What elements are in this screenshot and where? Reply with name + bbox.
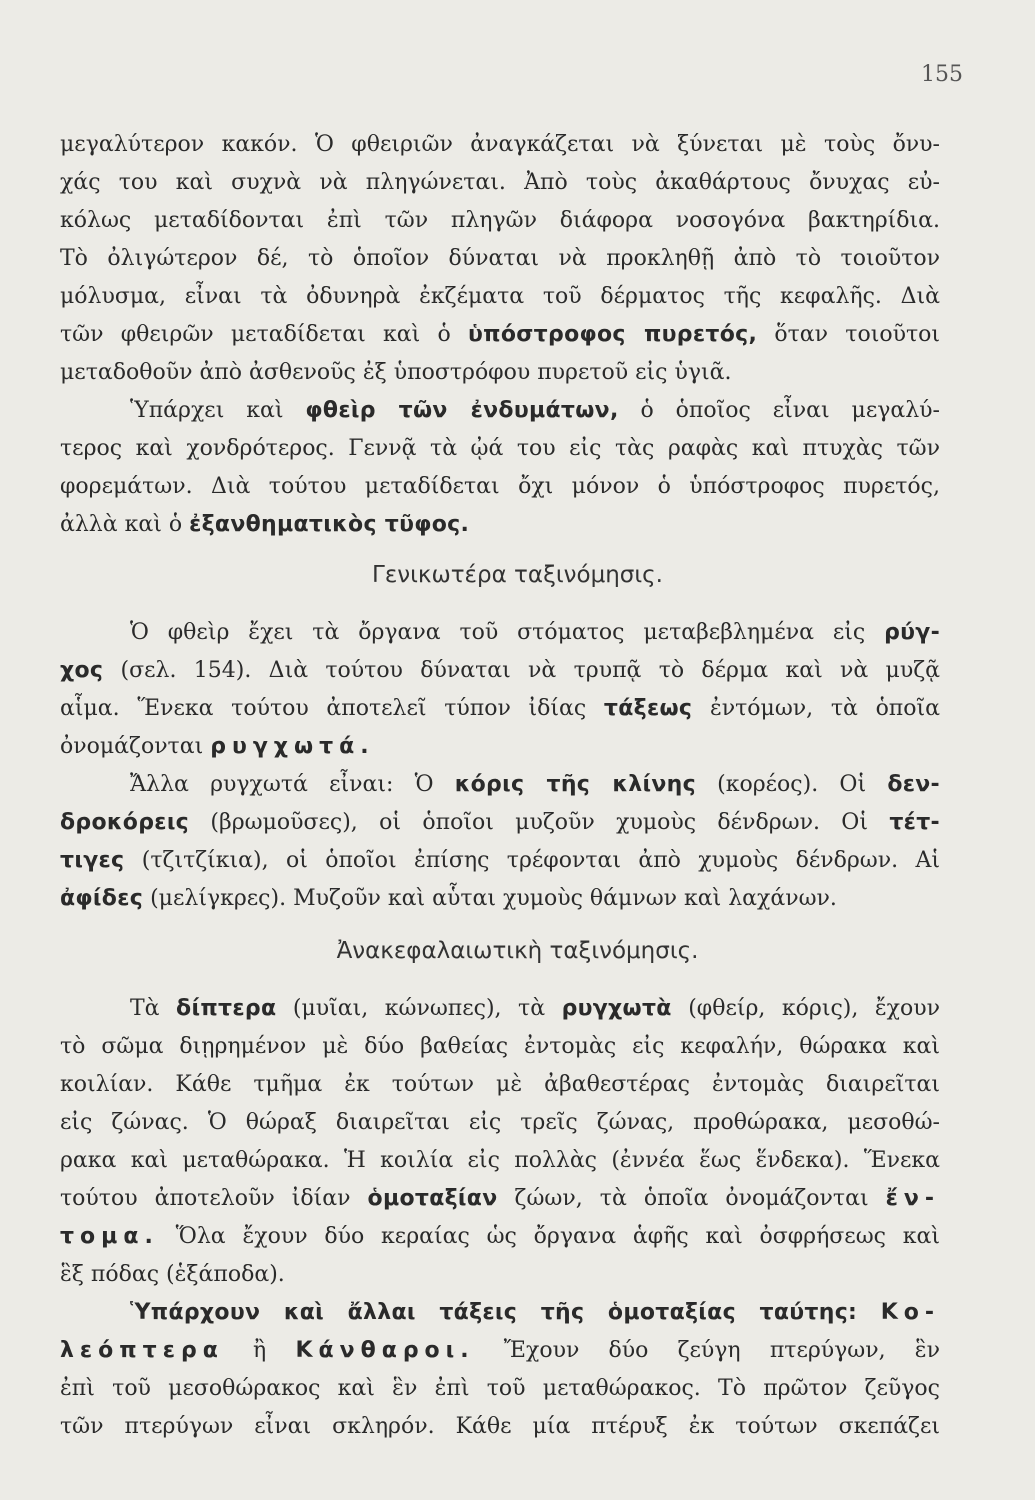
text-line: τερος καὶ χονδρότερος. Γεννᾷ τὰ ᾠά του εἰς τὰς ραφὰς καὶ πτυχὰς τῶν: [60, 436, 940, 461]
term-coleoptera: λεόπτερα: [60, 1338, 224, 1363]
text-line: λεόπτερα ἢ Κάνθαροι. Ἔχουν δύο ζεύγη πτερύγων, ἓν: [60, 1338, 940, 1363]
term-class: ὁμοταξίαν: [367, 1186, 498, 1211]
text-line: μόλυσμα, εἶναι τὰ ὀδυνηρὰ ἐκζέματα τοῦ δέρματος τῆς κεφαλῆς. Διὰ: [60, 284, 940, 309]
text-line: ἀλλὰ καὶ ὁ ἐξανθηματικὸς τῦφος.: [60, 512, 470, 537]
text-line: τομα. Ὅλα ἔχουν δύο κεραίας ὡς ὄργανα ἁφῆς καὶ ὀσφρήσεως καὶ: [60, 1224, 940, 1249]
term-cicadas: τιγες: [60, 848, 125, 873]
text-line: τιγες (τζιτζίκια), οἱ ὁποῖοι ἐπίσης τρέφονται ἀπὸ χυμοὺς δένδρων. Αἱ: [60, 848, 940, 873]
page-number: 155: [921, 62, 963, 87]
term-bed-bug: κόρις τῆς κλίνης: [454, 772, 696, 797]
term-typhus: ἐξανθηματικὸς τῦφος.: [189, 512, 470, 537]
term-body-louse: φθεὶρ τῶν ἐνδυμάτων,: [305, 398, 619, 423]
text-line: τούτου ἀποτελοῦν ἰδίαν ὁμοταξίαν ζώων, τὰ ὁποῖα ὀνομάζονται ἔν-: [60, 1186, 940, 1211]
paragraph-rhynchota: [60, 614, 940, 918]
term-rhynchota-2: ρυγχωτὰ: [561, 996, 672, 1021]
text-line: χάς του καὶ συχνὰ νὰ πληγώνεται. Ἀπὸ τοὺς ἀκαθάρτους ὄνυχας εὐ-: [60, 170, 940, 195]
text-line: τὸ σῶμα διῃρημένον μὲ δύο βαθείας ἐντομὰς εἰς κεφαλήν, θώρακα καὶ: [60, 1034, 940, 1059]
text-line: κοιλίαν. Κάθε τμῆμα ἐκ τούτων μὲ ἀβαθεστέρας ἐντομὰς διαιρεῖται: [60, 1072, 940, 1097]
text-line: μεγαλύτερον κακόν. Ὁ φθειριῶν ἀναγκάζεται νὰ ξύνεται μὲ τοὺς ὄνυ-: [60, 132, 940, 157]
term-rhynchota: ρυγχωτά.: [210, 734, 375, 759]
text-line: Ἄλλα ρυγχωτά εἶναι: Ὁ κόρις τῆς κλίνης (κορέος). Οἱ δεν-: [130, 772, 940, 797]
text-line: αἷμα. Ἕνεκα τούτου ἀποτελεῖ τύπον ἰδίας τάξεως ἐντόμων, τὰ ὁποῖα: [60, 696, 940, 721]
text-line: Ὑπάρχουν καὶ ἄλλαι τάξεις τῆς ὁμοταξίας ταύτης: Κο-: [130, 1300, 940, 1325]
term-insects: τομα.: [60, 1224, 159, 1249]
paragraph-insects: [60, 990, 940, 1446]
text-line: ἐπὶ τοῦ μεσοθώρακος καὶ ἓν ἐπὶ τοῦ μεταθώρακος. Τὸ πρῶτον ζεῦγος: [60, 1376, 940, 1401]
text-line: Ὑπάρχει καὶ φθεὶρ τῶν ἐνδυμάτων, ὁ ὁποῖος εἶναι μεγαλύ-: [130, 398, 940, 423]
section-heading-summary-classification: Ἀνακεφαλαιωτικὴ ταξινόμησις.: [336, 938, 699, 964]
text-line: ἓξ πόδας (ἑξάποδα).: [60, 1262, 285, 1287]
term-diptera: δίπτερα: [176, 996, 277, 1021]
text-line: Τὰ δίπτερα (μυῖαι, κώνωπες), τὰ ρυγχωτὰ (φθείρ, κόρις), ἔχουν: [130, 996, 940, 1021]
text-line: ἀφίδες (μελίγκρες). Μυζοῦν καὶ αὗται χυμοὺς θάμνων καὶ λαχάνων.: [60, 886, 837, 911]
term-aphids: ἀφίδες: [60, 886, 144, 911]
paragraph-lice-diseases: [60, 126, 940, 544]
text-line: ρακα καὶ μεταθώρακα. Ἡ κοιλία εἰς πολλὰς (ἐννέα ἕως ἕνδεκα). Ἕνεκα: [60, 1148, 940, 1173]
term-tree-bugs: δροκόρεις: [60, 810, 190, 835]
text-line: ὀνομάζονται ρυγχωτά.: [60, 734, 375, 759]
text-line: Ὁ φθεὶρ ἔχει τὰ ὄργανα τοῦ στόματος μεταβεβλημένα εἰς ρύγ-: [130, 620, 940, 645]
text-line: τῶν φθειρῶν μεταδίδεται καὶ ὁ ὑπόστροφος πυρετός, ὅταν τοιοῦτοι: [60, 322, 940, 347]
text-line: Τὸ ὀλιγώτερον δέ, τὸ ὁποῖον δύναται νὰ προκληθῇ ἀπὸ τὸ τοιοῦτον: [60, 246, 940, 271]
term-relapsing-fever: ὑπόστροφος πυρετός,: [467, 322, 758, 347]
text-line: χος (σελ. 154). Διὰ τούτου δύναται νὰ τρυπᾷ τὸ δέρμα καὶ νὰ μυζᾷ: [60, 658, 940, 683]
text-line: τῶν πτερύγων εἶναι σκληρόν. Κάθε μία πτέρυξ ἐκ τούτων σκεπάζει: [60, 1414, 940, 1439]
section-heading-general-classification: Γενικωτέρα ταξινόμησις.: [372, 562, 663, 588]
text-line: φορεμάτων. Διὰ τούτου μεταδίδεται ὄχι μόνον ὁ ὑπόστροφος πυρετός,: [60, 474, 940, 499]
text-line: εἰς ζώνας. Ὁ θώραξ διαιρεῖται εἰς τρεῖς ζώνας, προθώρακα, μεσοθώ-: [60, 1110, 940, 1135]
term-beetles: Κάνθαροι.: [295, 1338, 475, 1363]
term-proboscis: ρύγ-: [884, 620, 940, 645]
text-line: μεταδοθοῦν ἀπὸ ἀσθενοῦς ἐξ ὑποστρόφου πυρετοῦ εἰς ὑγιᾶ.: [60, 360, 732, 385]
text-line: δροκόρεις (βρωμοῦσες), οἱ ὁποῖοι μυζοῦν χυμοὺς δένδρων. Οἱ τέτ-: [60, 810, 940, 835]
term-order: τάξεως: [603, 696, 693, 721]
text-line: κόλως μεταδίδονται ἐπὶ τῶν πληγῶν διάφορα νοσογόνα βακτηρίδια.: [60, 208, 940, 233]
